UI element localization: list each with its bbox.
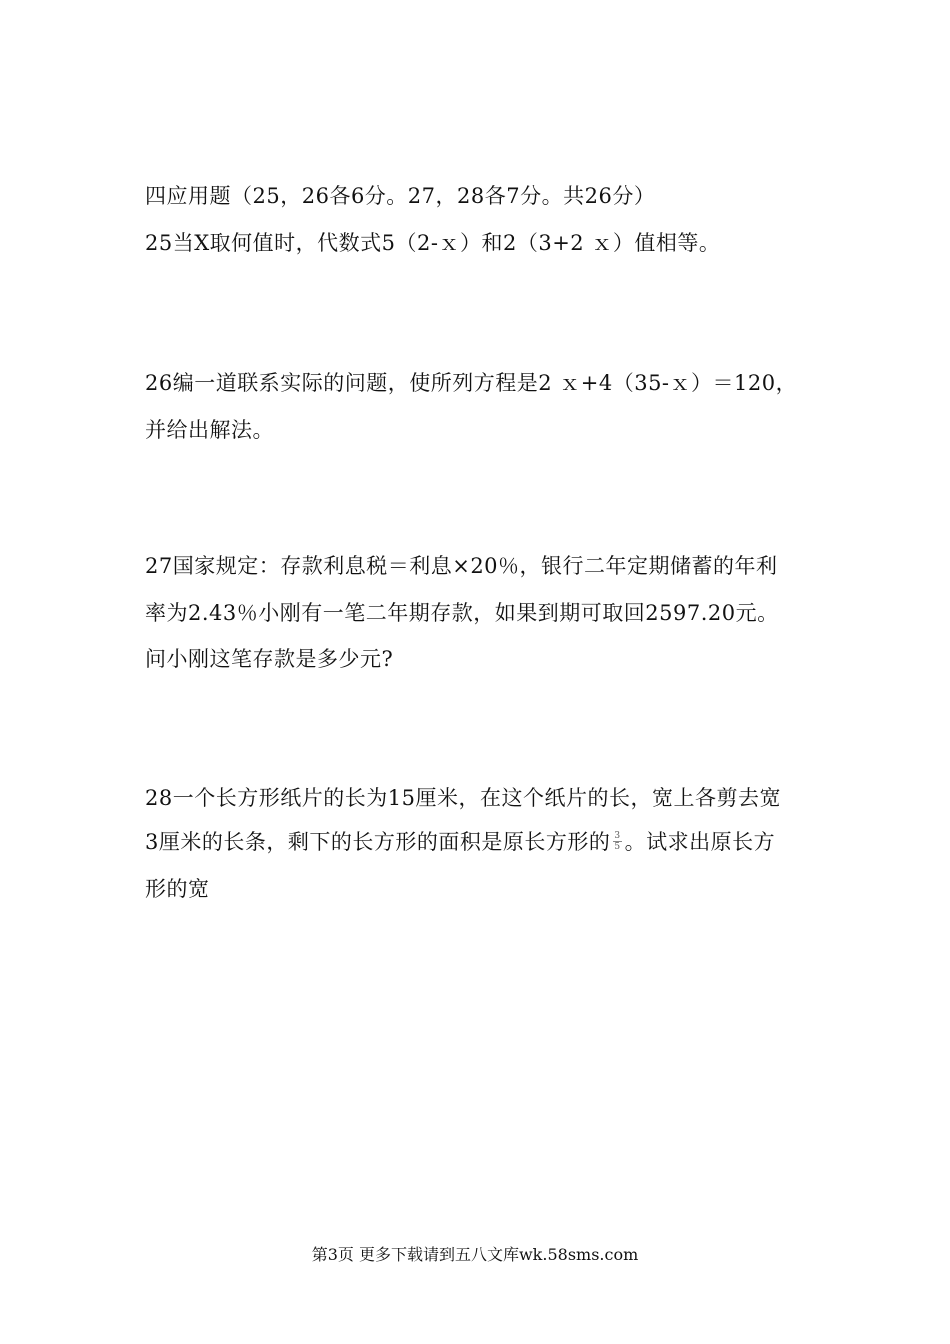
fraction-three-fifths bbox=[613, 831, 621, 852]
question-28-line-2 bbox=[145, 828, 825, 856]
question-28-line-2-text-after: 。试求出原长方 bbox=[624, 830, 776, 854]
section-heading: 四应用题（25，26各6分。27，28各7分。共26分） bbox=[145, 184, 656, 208]
question-28-line-1: 28一个长方形纸片的长为15厘米，在这个纸片的长，宽上各剪去宽 bbox=[145, 786, 781, 810]
question-26-line-2: 并给出解法。 bbox=[145, 418, 274, 442]
page-footer: 第3页 更多下载请到五八文库wk.58sms.com bbox=[311, 1245, 639, 1264]
question-28-line-3: 形的宽 bbox=[145, 877, 210, 901]
question-26-line-1: 26编一道联系实际的问题，使所列方程是2 ｘ+4（35-ｘ）＝120， bbox=[145, 371, 798, 395]
question-27-line-2: 率为2.43％小刚有一笔二年期存款，如果到期可取回2597.20元。 bbox=[145, 601, 779, 625]
question-28-line-2-text-before: 3厘米的长条，剩下的长方形的面积是原长方形的 bbox=[145, 830, 611, 854]
question-27-line-1: 27国家规定：存款利息税＝利息×20％，银行二年定期储蓄的年利 bbox=[145, 554, 778, 578]
fraction-numerator: 3 bbox=[614, 831, 621, 841]
fraction-denominator: 5 bbox=[614, 842, 621, 852]
question-27-line-3: 问小刚这笔存款是多少元? bbox=[145, 647, 394, 671]
question-25-line-1: 25当X取何值时，代数式5（2-ｘ）和2（3+2 ｘ）值相等。 bbox=[145, 231, 721, 255]
